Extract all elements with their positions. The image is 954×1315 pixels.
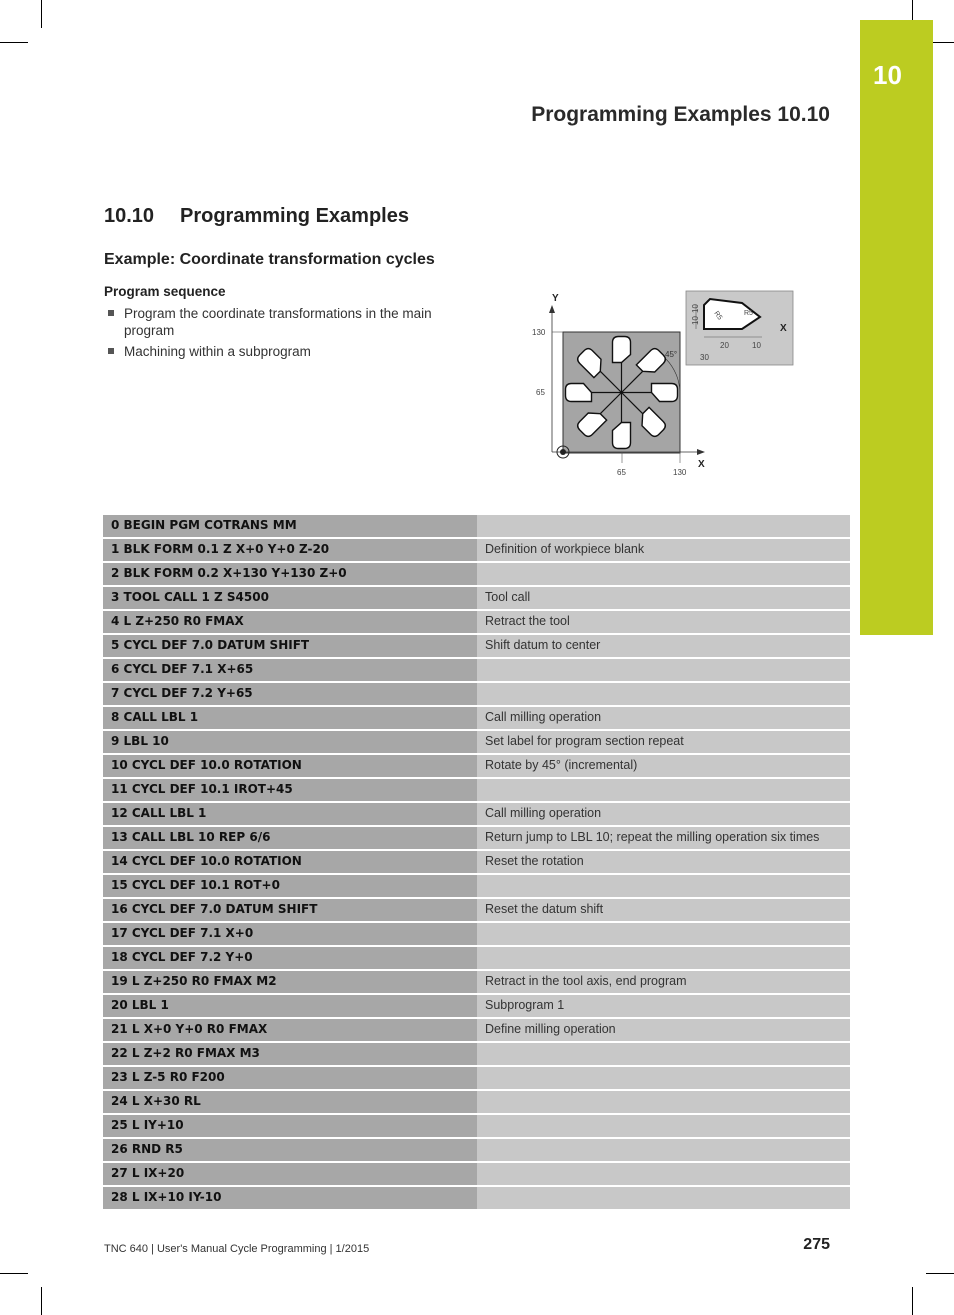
page-number: 275 <box>803 1236 830 1253</box>
chapter-tab <box>860 20 933 635</box>
pocket-pattern <box>566 337 678 449</box>
nc-comment: Set label for program section repeat <box>477 731 850 753</box>
nc-block: 9 LBL 10 <box>103 731 477 753</box>
table-row <box>103 515 850 537</box>
inset-x-axis-label: X <box>780 323 787 334</box>
nc-comment <box>477 1139 850 1161</box>
nc-comment <box>477 1091 850 1113</box>
inset-dim: 20 <box>720 341 729 350</box>
nc-comment <box>477 683 850 705</box>
nc-block: 18 CYCL DEF 7.2 Y+0 <box>103 947 477 969</box>
table-row <box>103 1043 850 1065</box>
table-row <box>103 1187 850 1209</box>
table-row <box>103 779 850 801</box>
inset-radius: R5 <box>712 310 724 322</box>
nc-block: 14 CYCL DEF 10.0 ROTATION <box>103 851 477 873</box>
section-title <box>104 205 409 228</box>
table-row <box>103 563 850 585</box>
nc-comment: Rotate by 45° (incremental) <box>477 755 850 777</box>
nc-block: 5 CYCL DEF 7.0 DATUM SHIFT <box>103 635 477 657</box>
table-row <box>103 1139 850 1161</box>
inset-dim: 10 <box>691 316 700 325</box>
footer-text: TNC 640 | User's Manual Cycle Programming | 1/2015 <box>104 1243 370 1255</box>
nc-block: 22 L Z+2 R0 FMAX M3 <box>103 1043 477 1065</box>
nc-comment: Define milling operation <box>477 1019 850 1041</box>
section-number: 10.10 <box>104 205 155 227</box>
nc-comment <box>477 1163 850 1185</box>
nc-comment <box>477 659 850 681</box>
nc-block: 21 L X+0 Y+0 R0 FMAX <box>103 1019 477 1041</box>
bullet-square-icon <box>108 348 114 354</box>
workpiece-drawing <box>530 285 800 480</box>
nc-block: 28 L IX+10 IY-10 <box>103 1187 477 1209</box>
nc-block: 11 CYCL DEF 10.1 IROT+45 <box>103 779 477 801</box>
table-row <box>103 995 850 1017</box>
nc-comment: Reset the datum shift <box>477 899 850 921</box>
nc-block: 10 CYCL DEF 10.0 ROTATION <box>103 755 477 777</box>
list-item <box>104 305 474 339</box>
nc-comment: Tool call <box>477 587 850 609</box>
angle-label: 45° <box>665 350 678 359</box>
table-row <box>103 587 850 609</box>
table-row <box>103 1091 850 1113</box>
list-item-text: Program the coordinate transformations in the main program <box>124 306 432 338</box>
running-head: Programming Examples 10.10 <box>531 103 830 126</box>
table-row <box>103 875 850 897</box>
nc-comment <box>477 1067 850 1089</box>
inset-drawing <box>686 291 793 365</box>
crop-mark <box>41 1287 42 1315</box>
nc-comment <box>477 923 850 945</box>
nc-block: 6 CYCL DEF 7.1 X+65 <box>103 659 477 681</box>
nc-block: 4 L Z+250 R0 FMAX <box>103 611 477 633</box>
y-tick-label: 130 <box>532 328 546 337</box>
nc-block: 13 CALL LBL 10 REP 6/6 <box>103 827 477 849</box>
crop-mark <box>0 42 28 43</box>
nc-comment: Retract in the tool axis, end program <box>477 971 850 993</box>
inset-dim: 10 <box>691 304 700 313</box>
nc-comment <box>477 1043 850 1065</box>
example-title: Example: Coordinate transformation cycles <box>104 251 435 268</box>
y-axis-label: Y <box>552 293 559 304</box>
main-drawing <box>532 293 705 477</box>
table-row <box>103 683 850 705</box>
nc-block: 17 CYCL DEF 7.1 X+0 <box>103 923 477 945</box>
nc-comment: Reset the rotation <box>477 851 850 873</box>
x-tick-label: 130 <box>673 468 687 477</box>
table-row <box>103 539 850 561</box>
inset-radius: R5 <box>744 310 753 317</box>
x-tick-label: 65 <box>617 468 626 477</box>
crop-mark <box>912 1287 913 1315</box>
table-row <box>103 635 850 657</box>
nc-comment <box>477 779 850 801</box>
table-row <box>103 827 850 849</box>
nc-comment: Return jump to LBL 10; repeat the milling operation six times <box>477 827 850 849</box>
crop-mark <box>0 1273 28 1274</box>
nc-comment: Subprogram 1 <box>477 995 850 1017</box>
nc-block: 8 CALL LBL 1 <box>103 707 477 729</box>
table-row <box>103 923 850 945</box>
table-row <box>103 1019 850 1041</box>
nc-block: 16 CYCL DEF 7.0 DATUM SHIFT <box>103 899 477 921</box>
table-row <box>103 1163 850 1185</box>
nc-block: 24 L X+30 RL <box>103 1091 477 1113</box>
table-row <box>103 1067 850 1089</box>
program-table <box>103 513 850 1211</box>
nc-block: 23 L Z-5 R0 F200 <box>103 1067 477 1089</box>
nc-block: 20 LBL 1 <box>103 995 477 1017</box>
nc-comment <box>477 875 850 897</box>
table-row <box>103 755 850 777</box>
nc-block: 26 RND R5 <box>103 1139 477 1161</box>
nc-comment <box>477 563 850 585</box>
nc-block: 2 BLK FORM 0.2 X+130 Y+130 Z+0 <box>103 563 477 585</box>
inset-dim: 30 <box>700 353 709 362</box>
table-row <box>103 707 850 729</box>
nc-block: 7 CYCL DEF 7.2 Y+65 <box>103 683 477 705</box>
table-row <box>103 659 850 681</box>
table-row <box>103 1115 850 1137</box>
nc-comment <box>477 947 850 969</box>
nc-comment: Call milling operation <box>477 707 850 729</box>
crop-mark <box>41 0 42 28</box>
nc-block: 27 L IX+20 <box>103 1163 477 1185</box>
nc-comment <box>477 515 850 537</box>
table-row <box>103 899 850 921</box>
nc-block: 1 BLK FORM 0.1 Z X+0 Y+0 Z-20 <box>103 539 477 561</box>
nc-block: 0 BEGIN PGM COTRANS MM <box>103 515 477 537</box>
crop-mark <box>926 1273 954 1274</box>
chapter-number: 10 <box>873 60 902 90</box>
sequence-title: Program sequence <box>104 284 226 299</box>
table-row <box>103 731 850 753</box>
nc-comment: Definition of workpiece blank <box>477 539 850 561</box>
inset-dim: 10 <box>752 341 761 350</box>
nc-block: 3 TOOL CALL 1 Z S4500 <box>103 587 477 609</box>
y-tick-label: 65 <box>536 388 545 397</box>
table-row <box>103 947 850 969</box>
table-row <box>103 611 850 633</box>
table-row <box>103 851 850 873</box>
nc-comment: Shift datum to center <box>477 635 850 657</box>
nc-comment <box>477 1115 850 1137</box>
nc-comment: Call milling operation <box>477 803 850 825</box>
section-title-text: Programming Examples <box>180 205 409 227</box>
nc-comment: Retract the tool <box>477 611 850 633</box>
sequence-list <box>104 305 474 364</box>
nc-block: 12 CALL LBL 1 <box>103 803 477 825</box>
nc-block: 25 L IY+10 <box>103 1115 477 1137</box>
nc-block: 19 L Z+250 R0 FMAX M2 <box>103 971 477 993</box>
table-row <box>103 971 850 993</box>
nc-block: 15 CYCL DEF 10.1 ROT+0 <box>103 875 477 897</box>
bullet-square-icon <box>108 310 114 316</box>
list-item-text: Machining within a subprogram <box>124 344 311 359</box>
list-item <box>104 343 474 360</box>
nc-comment <box>477 1187 850 1209</box>
table-row <box>103 803 850 825</box>
x-axis-label: X <box>698 459 705 470</box>
